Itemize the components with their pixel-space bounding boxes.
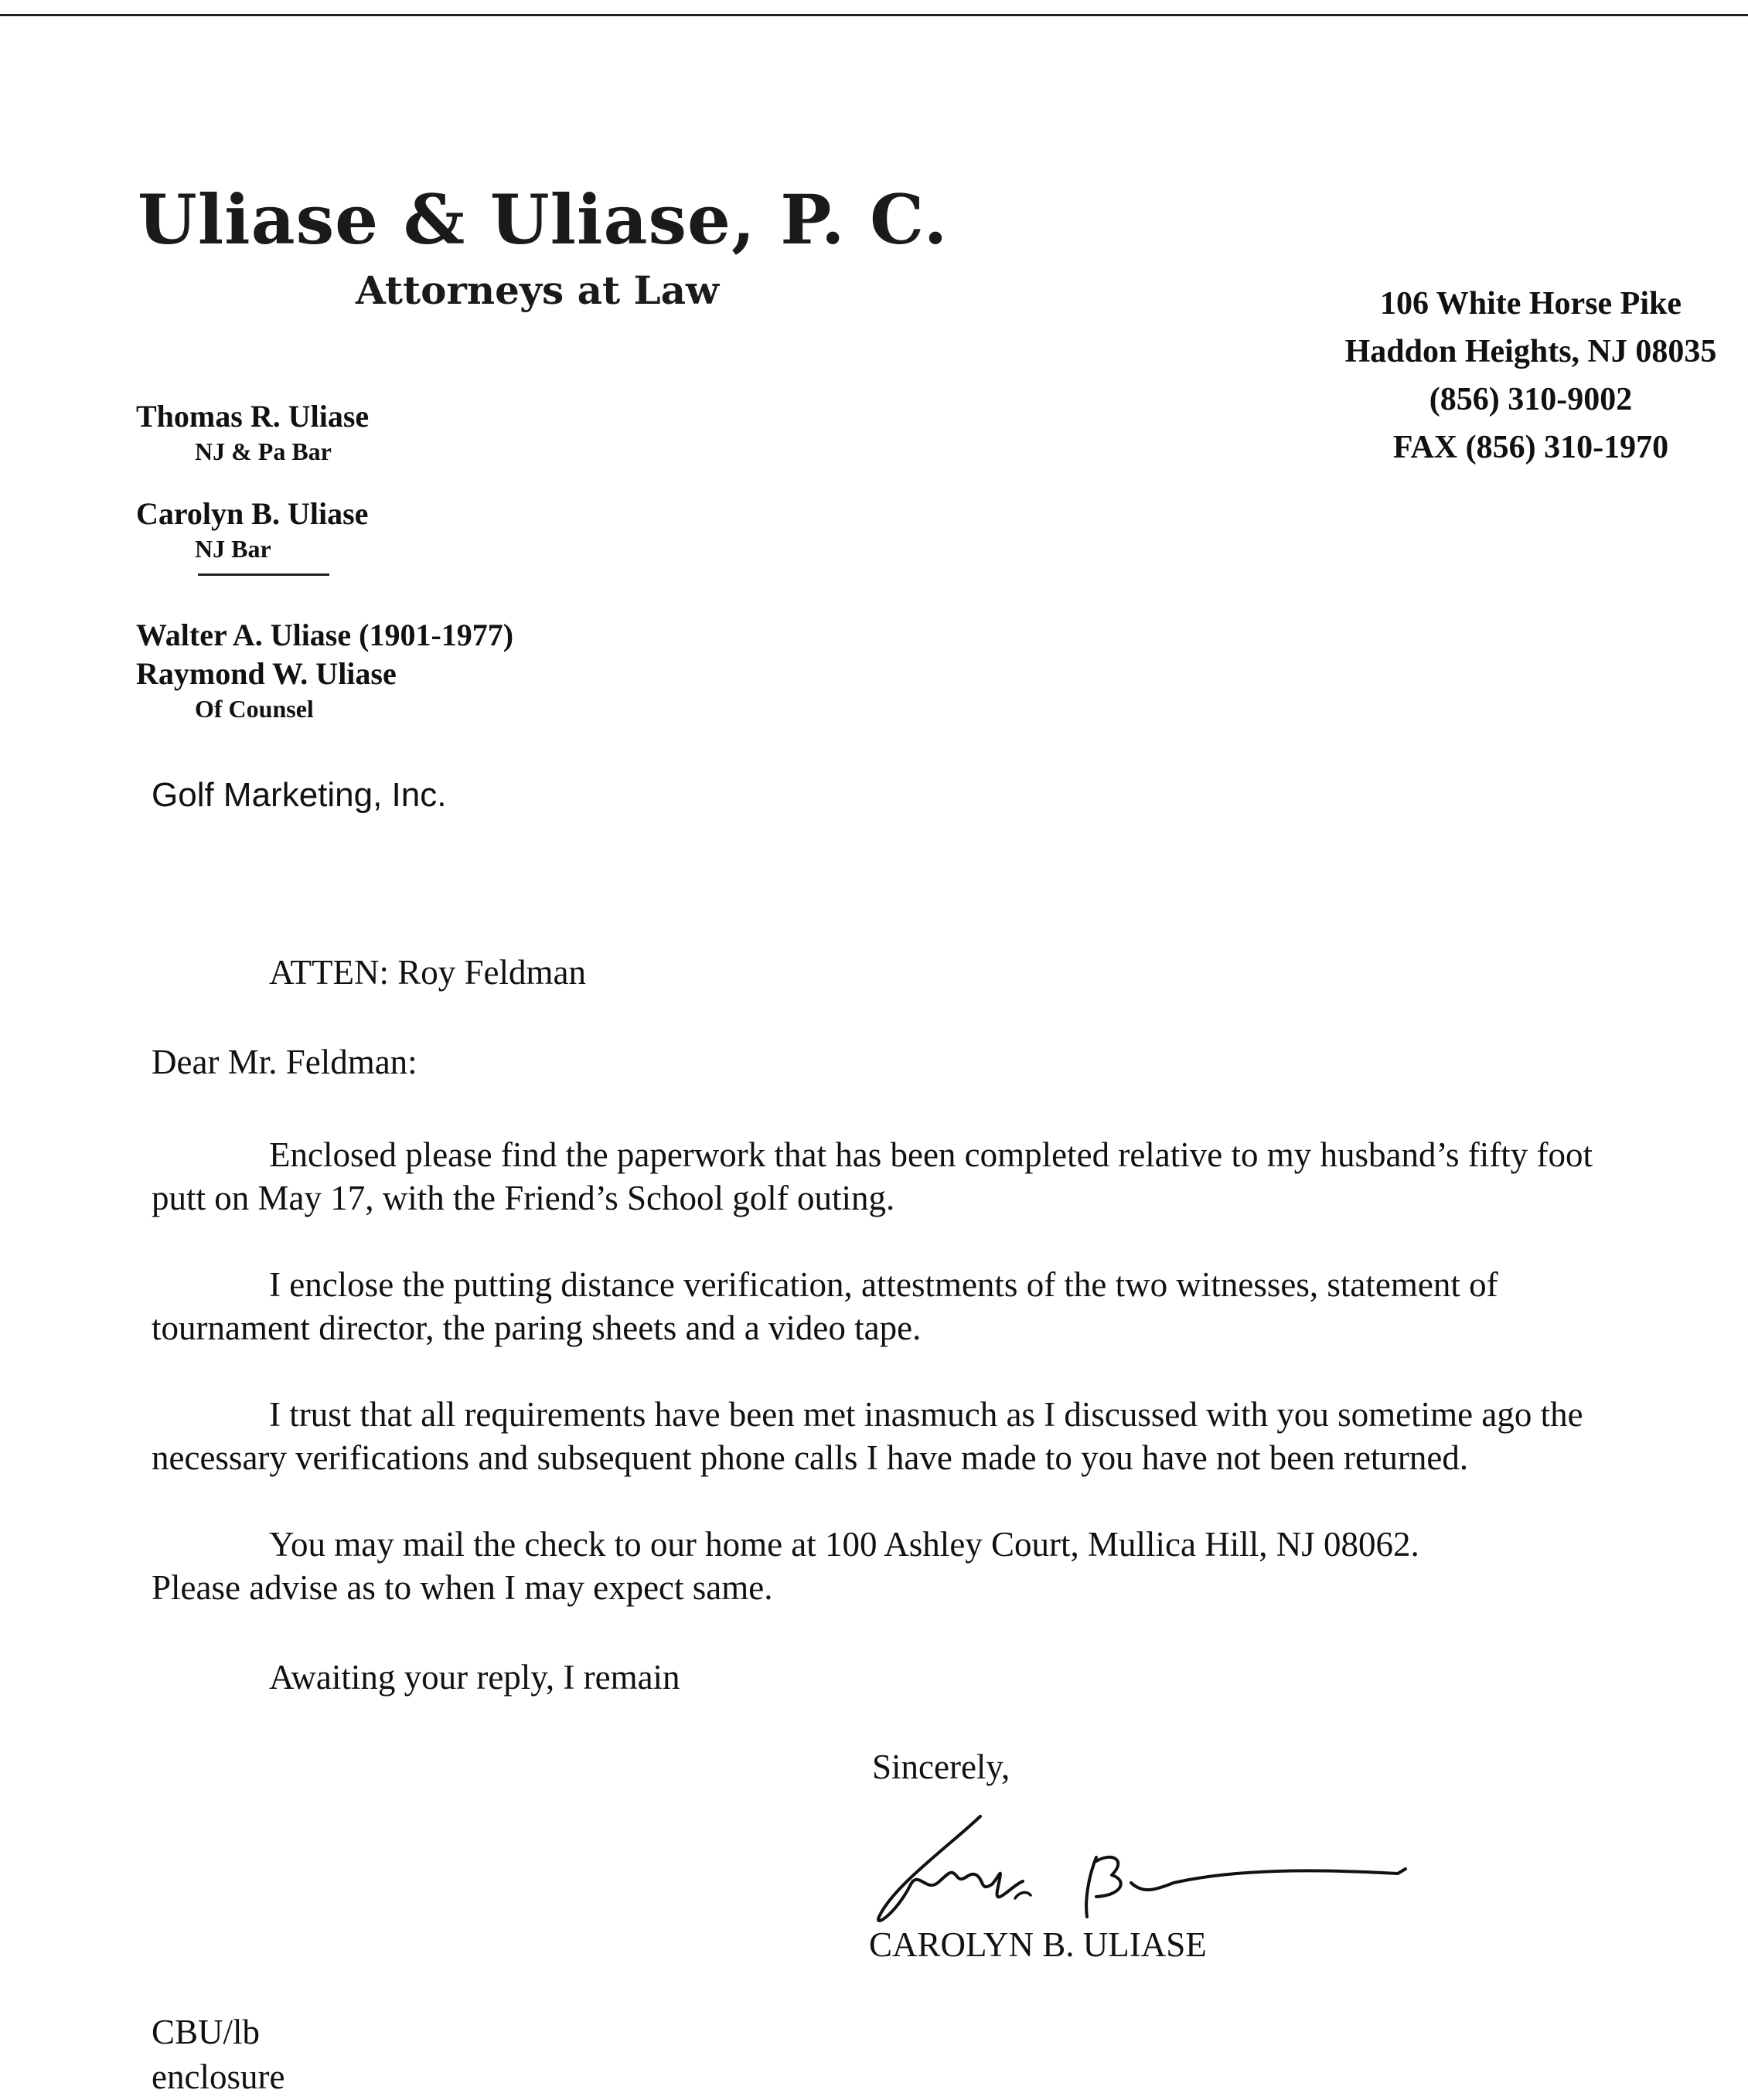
- paragraph-line: putt on May 17, with the Friend’s School golf outing.: [152, 1179, 895, 1217]
- address-fax: FAX (856) 310-1970: [1392, 430, 1669, 465]
- sign-off: Sincerely,: [872, 1748, 1010, 1786]
- firm-address-block: [1314, 280, 1747, 471]
- typist-initials: CBU/lb: [152, 2013, 261, 2051]
- roster-gap: [136, 467, 677, 495]
- roster-divider: [198, 574, 329, 576]
- attorney-name: Thomas R. Uliase: [136, 399, 370, 434]
- signer-name: CAROLYN B. ULIASE: [869, 1925, 1207, 1964]
- paragraph-line: Please advise as to when I may expect same.: [152, 1568, 773, 1607]
- attention-line: ATTEN: Roy Feldman: [269, 953, 586, 992]
- firm-subtitle: Attorneys at Law: [356, 267, 720, 313]
- recipient-name: Golf Marketing, Inc.: [152, 776, 447, 814]
- attorney-name: Carolyn B. Uliase: [136, 496, 369, 531]
- body-paragraph: [152, 1133, 1736, 1220]
- paragraph-line: I enclose the putting distance verification, attestments of the two witnesses, statement of: [269, 1265, 1498, 1304]
- reference-initials: [152, 2010, 285, 2099]
- top-border-line: [0, 14, 1748, 16]
- firm-name: Uliase & Uliase, P. C.: [138, 179, 949, 260]
- closing-line: Awaiting your reply, I remain: [269, 1658, 680, 1697]
- body-paragraph: [152, 1263, 1736, 1350]
- founder-name: Walter A. Uliase (1901-1977): [136, 618, 514, 652]
- body-paragraph: [152, 1523, 1736, 1609]
- attorney-bar: NJ & Pa Bar: [195, 437, 332, 465]
- counsel-name: Raymond W. Uliase: [136, 656, 397, 691]
- body-paragraph: [152, 1393, 1736, 1479]
- address-city: Haddon Heights, NJ 08035: [1344, 334, 1717, 369]
- handwritten-signature: [864, 1799, 1429, 1931]
- paragraph-line: tournament director, the paring sheets and a video tape.: [152, 1309, 922, 1347]
- address-street: 106 White Horse Pike: [1379, 286, 1682, 322]
- attorney-bar: NJ Bar: [195, 535, 271, 563]
- address-phone: (856) 310-9002: [1429, 382, 1633, 417]
- counsel-role: Of Counsel: [195, 695, 314, 723]
- paragraph-line: You may mail the check to our home at 100 Ashley Court, Mullica Hill, NJ 08062.: [269, 1525, 1419, 1564]
- paragraph-line: I trust that all requirements have been met inasmuch as I discussed with you sometime ago the: [269, 1395, 1583, 1434]
- paragraph-line: necessary verifications and subsequent phone calls I have made to you have not been returned.: [152, 1438, 1469, 1477]
- enclosure-note: enclosure: [152, 2057, 285, 2096]
- salutation: Dear Mr. Feldman:: [152, 1043, 417, 1081]
- attorney-roster: [136, 397, 677, 724]
- paragraph-line: Enclosed please find the paperwork that has been completed relative to my husband’s fifty foot: [269, 1135, 1593, 1174]
